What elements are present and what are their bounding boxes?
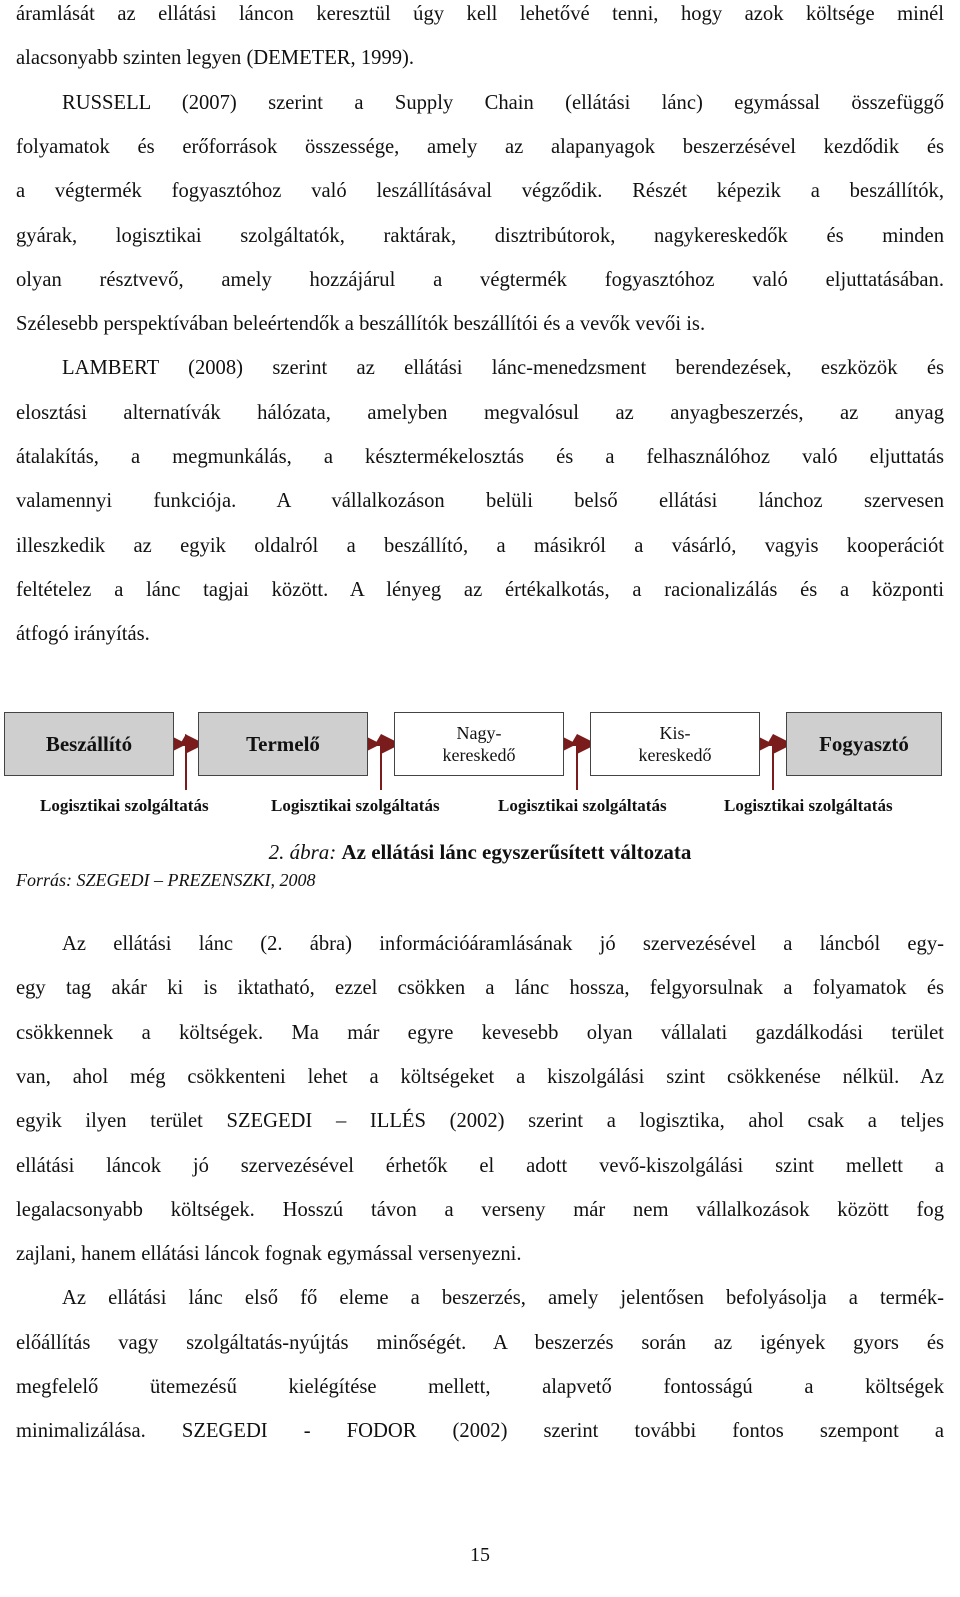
logistic-service-label: Logisztikai szolgáltatás — [724, 796, 893, 815]
chain-box: Nagy- kereskedő — [394, 712, 564, 776]
text-line: előállítás vagy szolgáltatás-nyújtás minőségét. A beszerzés során az igények gyors és — [16, 1331, 944, 1354]
text-line: csökkennek a költségek. Ma már egyre kevesebb olyan vállalati gazdálkodási terület — [16, 1021, 944, 1044]
figure-source: Forrás: SZEGEDI – PREZENSZKI, 2008 — [16, 870, 316, 890]
text-line: Szélesebb perspektívában beleértendők a beszállítók beszállítói és a vevők vevői is. — [16, 313, 706, 336]
supply-chain-diagram — [0, 700, 960, 830]
text-line: valamennyi funkciója. A vállalkozáson belüli belső ellátási lánchoz szervesen — [16, 490, 944, 513]
text-line: RUSSELL (2007) szerint a Supply Chain (ellátási lánc) egymással összefüggő — [62, 91, 944, 114]
stem-arrowhead — [179, 734, 193, 746]
text-line: áramlását az ellátási láncon keresztül úgy kell lehetővé tenni, hogy azok költsége minél — [16, 3, 944, 25]
text-line: LAMBERT (2008) szerint az ellátási lánc-menedzsment berendezések, eszközök és — [62, 357, 944, 380]
text-line: megfelelő ütemezésű kielégítése mellett, alapvető fontosságú a költségek — [16, 1376, 944, 1398]
text-line: a végtermék fogyasztóhoz való leszállításával végződik. Részét képezik a beszállítók, — [16, 180, 944, 203]
logistic-service-label: Logisztikai szolgáltatás — [271, 796, 440, 815]
text-line: gyárak, logisztikai szolgáltatók, raktárak, disztribútorok, nagykereskedők és minden — [16, 224, 944, 247]
stem-arrowhead — [570, 734, 584, 746]
text-line: folyamatok és erőforrások összessége, amely az alapanyagok beszerzésével kezdődik és — [16, 135, 944, 158]
text-line: feltételez a lánc tagjai között. A lényeg az értékalkotás, a racionalizálás és a központi — [16, 578, 944, 601]
text-line: átfogó irányítás. — [16, 623, 150, 646]
text-line: egy tag akár ki is iktatható, ezzel csökken a lánc hossza, felgyorsulnak a folyamatok és — [16, 977, 944, 1000]
logistic-service-label: Logisztikai szolgáltatás — [40, 796, 209, 815]
figure-title: Az ellátási lánc egyszerűsített változata — [341, 840, 692, 864]
stem-arrowhead — [766, 734, 780, 746]
chain-box: Kis- kereskedő — [590, 712, 760, 776]
page-number: 15 — [470, 1544, 490, 1566]
text-line: legalacsonyabb költségek. Hosszú távon a verseny már nem vállalkozások között fog — [16, 1198, 944, 1221]
text-line: illeszkedik az egyik oldalról a beszállító, a másikról a vásárló, vagyis kooperációt — [16, 534, 944, 557]
stem-arrowhead — [374, 734, 388, 746]
text-line: egyik ilyen terület SZEGEDI – ILLÉS (2002) szerint a logisztika, ahol csak a teljes — [16, 1110, 944, 1133]
text-line: Az ellátási lánc első fő eleme a beszerzés, amely jelentősen befolyásolja a termék- — [62, 1287, 944, 1310]
text-line: zajlani, hanem ellátási láncok fognak egymással versenyezni. — [16, 1243, 522, 1266]
text-line: Az ellátási lánc (2. ábra) információáramlásának jó szervezésével a láncból egy- — [62, 933, 944, 955]
chain-box: Beszállító — [4, 712, 174, 776]
text-line: van, ahol még csökkenteni lehet a költségeket a kiszolgálási szint csökkenése nélkül. Az — [16, 1065, 944, 1088]
text-line: elosztási alternatívák hálózata, amelyben megvalósul az anyagbeszerzés, az anyag — [16, 401, 944, 424]
text-line: olyan résztvevő, amely hozzájárul a végtermék fogyasztóhoz való eljuttatásában. — [16, 268, 944, 291]
text-line: ellátási láncok jó szervezésével érhetők el adott vevő-kiszolgálási szint mellett a — [16, 1154, 944, 1177]
chain-box: Termelő — [198, 712, 368, 776]
figure-caption — [0, 840, 960, 865]
text-line: alacsonyabb szinten legyen (DEMETER, 1999). — [16, 47, 415, 70]
text-line: átalakítás, a megmunkálás, a késztermékelosztás és a felhasználóhoz való eljuttatás — [16, 446, 944, 468]
logistic-service-label: Logisztikai szolgáltatás — [498, 796, 667, 815]
figure-number: 2. ábra: — [268, 840, 337, 864]
chain-box: Fogyasztó — [786, 712, 942, 776]
text-line: minimalizálása. SZEGEDI - FODOR (2002) szerint további fontos szempont a — [16, 1420, 944, 1443]
